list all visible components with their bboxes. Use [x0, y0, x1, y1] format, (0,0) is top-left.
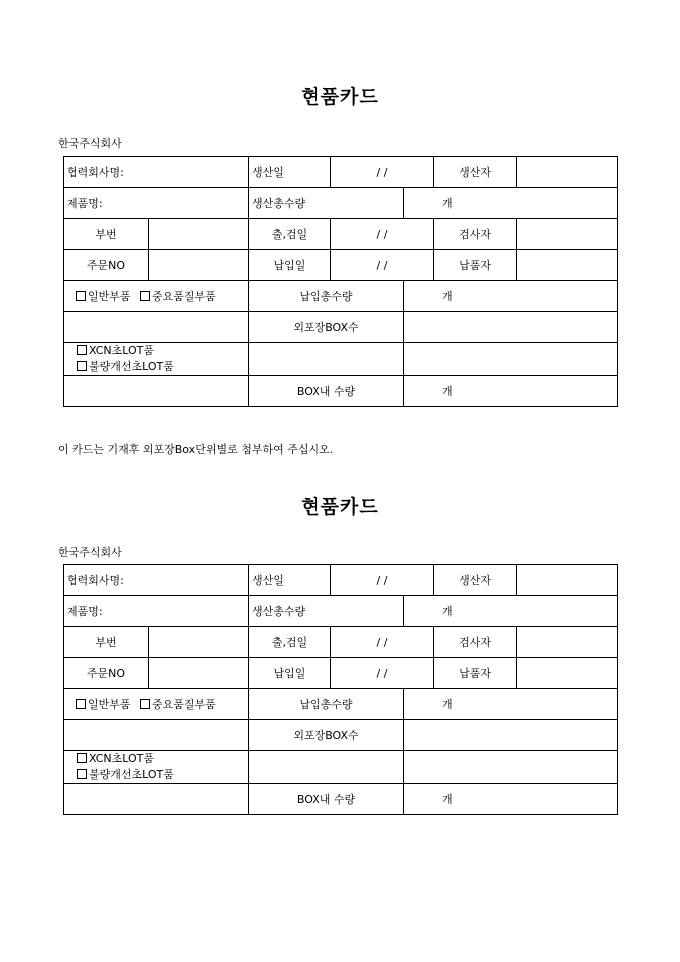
general-part-label: 일반부품	[88, 698, 131, 711]
form-row	[64, 157, 618, 188]
delivery-total-label: 납입총수량	[249, 281, 404, 312]
delivery-date-label: 납입일	[249, 658, 331, 689]
checkbox-icon[interactable]	[140, 291, 150, 301]
inspector-label: 검사자	[434, 219, 517, 250]
product-name-label: 제품명:	[64, 596, 249, 627]
deliverer-label: 납품자	[434, 658, 517, 689]
critical-part-label: 중요품질부품	[152, 698, 216, 711]
prod-date-value[interactable]: / /	[331, 565, 434, 596]
inspect-date-label: 출,검일	[249, 627, 331, 658]
general-part-label: 일반부품	[88, 290, 131, 303]
inspector-value[interactable]	[517, 627, 618, 658]
inspector-label: 검사자	[434, 627, 517, 658]
form-row	[64, 627, 618, 658]
total-qty-unit[interactable]: 개	[404, 188, 618, 219]
checkbox-icon[interactable]	[77, 753, 87, 763]
prod-date-label: 생산일	[249, 157, 331, 188]
total-qty-label: 생산총수량	[249, 188, 404, 219]
empty-cell[interactable]	[404, 751, 618, 784]
lot-options	[64, 343, 249, 376]
company-name: 한국주식회사	[58, 546, 122, 559]
inspect-date-label: 출,검일	[249, 219, 331, 250]
deliverer-value[interactable]	[517, 250, 618, 281]
part-no-label: 부번	[64, 627, 149, 658]
attachment-note: 이 카드는 기재후 외포장Box단위별로 첨부하여 주십시오.	[58, 443, 334, 456]
producer-label: 생산자	[434, 157, 517, 188]
xcn-lot-label: XCN초LOT품	[89, 344, 155, 357]
empty-cell[interactable]	[249, 343, 404, 376]
prod-date-value[interactable]: / /	[331, 157, 434, 188]
form-row	[64, 343, 618, 376]
box-qty-label: BOX내 수량	[249, 784, 404, 815]
defect-lot-label: 불량개선초LOT품	[89, 768, 174, 781]
card-title: 현품카드	[301, 86, 379, 108]
empty-cell[interactable]	[64, 720, 249, 751]
outer-box-value[interactable]	[404, 720, 618, 751]
outer-box-label: 외포장BOX수	[249, 720, 404, 751]
inspector-value[interactable]	[517, 219, 618, 250]
form-row	[64, 312, 618, 343]
form-row	[64, 188, 618, 219]
critical-part-label: 중요품질부품	[152, 290, 216, 303]
checkbox-icon[interactable]	[140, 699, 150, 709]
producer-label: 생산자	[434, 565, 517, 596]
checkbox-icon[interactable]	[76, 699, 86, 709]
product-card-form	[63, 564, 618, 815]
box-qty-label: BOX내 수량	[249, 376, 404, 407]
empty-cell[interactable]	[64, 376, 249, 407]
empty-cell[interactable]	[404, 343, 618, 376]
product-card-form	[63, 156, 618, 407]
part-type-options	[64, 281, 249, 312]
empty-cell[interactable]	[64, 312, 249, 343]
form-row	[64, 751, 618, 784]
checkbox-icon[interactable]	[77, 345, 87, 355]
empty-cell[interactable]	[249, 751, 404, 784]
box-qty-unit[interactable]: 개	[404, 784, 618, 815]
product-name-label: 제품명:	[64, 188, 249, 219]
defect-lot-label: 불량개선초LOT품	[89, 360, 174, 373]
producer-value[interactable]	[517, 565, 618, 596]
order-no-value[interactable]	[149, 250, 249, 281]
form-row	[64, 720, 618, 751]
form-row	[64, 565, 618, 596]
total-qty-label: 생산총수량	[249, 596, 404, 627]
inspect-date-value[interactable]: / /	[331, 219, 434, 250]
delivery-total-label: 납입총수량	[249, 689, 404, 720]
order-no-label: 주문NO	[64, 658, 149, 689]
delivery-date-label: 납입일	[249, 250, 331, 281]
form-row	[64, 281, 618, 312]
order-no-value[interactable]	[149, 658, 249, 689]
form-row	[64, 689, 618, 720]
supplier-label: 협력회사명:	[64, 565, 249, 596]
company-name: 한국주식회사	[58, 137, 122, 150]
deliverer-value[interactable]	[517, 658, 618, 689]
lot-options	[64, 751, 249, 784]
form-row	[64, 376, 618, 407]
checkbox-icon[interactable]	[77, 769, 87, 779]
checkbox-icon[interactable]	[77, 361, 87, 371]
empty-cell[interactable]	[64, 784, 249, 815]
prod-date-label: 생산일	[249, 565, 331, 596]
inspect-date-value[interactable]: / /	[331, 627, 434, 658]
form-row	[64, 658, 618, 689]
producer-value[interactable]	[517, 157, 618, 188]
xcn-lot-label: XCN초LOT품	[89, 752, 155, 765]
delivery-total-unit[interactable]: 개	[404, 689, 618, 720]
outer-box-label: 외포장BOX수	[249, 312, 404, 343]
supplier-label: 협력회사명:	[64, 157, 249, 188]
form-row	[64, 250, 618, 281]
outer-box-value[interactable]	[404, 312, 618, 343]
form-row	[64, 596, 618, 627]
order-no-label: 주문NO	[64, 250, 149, 281]
form-row	[64, 219, 618, 250]
delivery-date-value[interactable]: / /	[331, 250, 434, 281]
part-no-value[interactable]	[149, 627, 249, 658]
delivery-date-value[interactable]: / /	[331, 658, 434, 689]
part-no-label: 부번	[64, 219, 149, 250]
card-title: 현품카드	[301, 496, 379, 518]
deliverer-label: 납품자	[434, 250, 517, 281]
checkbox-icon[interactable]	[76, 291, 86, 301]
box-qty-unit[interactable]: 개	[404, 376, 618, 407]
form-row	[64, 784, 618, 815]
part-no-value[interactable]	[149, 219, 249, 250]
total-qty-unit[interactable]: 개	[404, 596, 618, 627]
part-type-options	[64, 689, 249, 720]
delivery-total-unit[interactable]: 개	[404, 281, 618, 312]
